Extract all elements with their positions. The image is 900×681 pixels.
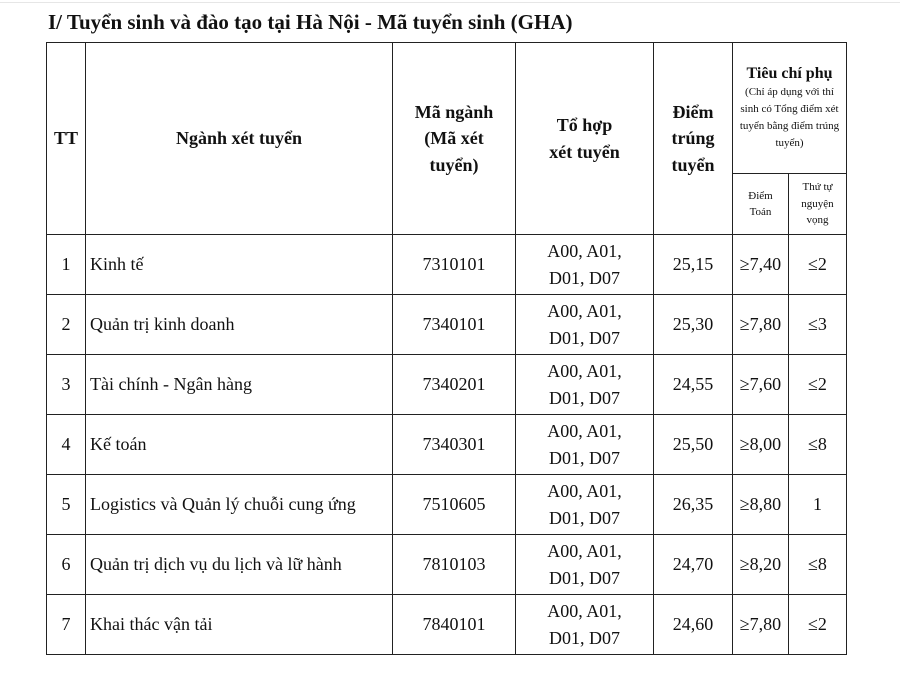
row-tt: 7 xyxy=(47,595,86,655)
row-tt: 5 xyxy=(47,475,86,535)
row-ma-nganh: 7340301 xyxy=(393,415,516,475)
row-diem-toan: ≥7,40 xyxy=(733,235,789,295)
row-tt: 6 xyxy=(47,535,86,595)
admission-table xyxy=(46,42,847,655)
row-tt: 2 xyxy=(47,295,86,355)
row-diem-toan: ≥8,80 xyxy=(733,475,789,535)
row-diem: 25,15 xyxy=(654,235,733,295)
row-diem-toan: ≥8,20 xyxy=(733,535,789,595)
header-tt: TT xyxy=(47,43,86,235)
row-to-hop: A00, A01, D01, D07 xyxy=(516,475,654,535)
table-row xyxy=(47,355,847,415)
row-ma-nganh: 7840101 xyxy=(393,595,516,655)
header-thu-tu: Thứ tự nguyện vọng xyxy=(789,174,847,235)
header-to-hop: Tổ hợp xét tuyển xyxy=(516,43,654,235)
top-divider xyxy=(0,2,900,3)
row-nganh: Tài chính - Ngân hàng xyxy=(86,355,393,415)
row-diem: 25,30 xyxy=(654,295,733,355)
table-body xyxy=(47,235,847,655)
row-thu-tu: ≤2 xyxy=(789,235,847,295)
tieu-chi-note: (Chỉ áp dụng với thí sinh có Tổng điểm xét tuyển bằng điểm trúng tuyển) xyxy=(739,85,840,149)
row-thu-tu: ≤2 xyxy=(789,595,847,655)
row-nganh: Logistics và Quản lý chuỗi cung ứng xyxy=(86,475,393,535)
section-heading: I/ Tuyển sinh và đào tạo tại Hà Nội - Mã tuyển sinh (GHA) xyxy=(48,10,573,34)
row-nganh: Kế toán xyxy=(86,415,393,475)
row-thu-tu: ≤2 xyxy=(789,355,847,415)
row-tt: 4 xyxy=(47,415,86,475)
row-diem: 26,35 xyxy=(654,475,733,535)
row-to-hop: A00, A01, D01, D07 xyxy=(516,595,654,655)
row-tt: 3 xyxy=(47,355,86,415)
row-diem: 24,60 xyxy=(654,595,733,655)
header-ma-nganh: Mã ngành (Mã xét tuyển) xyxy=(393,43,516,235)
row-to-hop: A00, A01, D01, D07 xyxy=(516,535,654,595)
header-diem-toan: Điểm Toán xyxy=(733,174,789,235)
header-tieu-chi xyxy=(733,43,847,174)
table-row xyxy=(47,295,847,355)
row-tt: 1 xyxy=(47,235,86,295)
row-thu-tu: ≤3 xyxy=(789,295,847,355)
tieu-chi-title: Tiêu chí phụ xyxy=(746,65,833,83)
row-ma-nganh: 7510605 xyxy=(393,475,516,535)
row-to-hop: A00, A01, D01, D07 xyxy=(516,355,654,415)
row-to-hop: A00, A01, D01, D07 xyxy=(516,295,654,355)
row-diem-toan: ≥7,80 xyxy=(733,295,789,355)
table-row xyxy=(47,475,847,535)
table-row xyxy=(47,595,847,655)
row-ma-nganh: 7810103 xyxy=(393,535,516,595)
row-nganh: Quản trị kinh doanh xyxy=(86,295,393,355)
row-to-hop: A00, A01, D01, D07 xyxy=(516,235,654,295)
row-ma-nganh: 7340101 xyxy=(393,295,516,355)
row-diem-toan: ≥7,60 xyxy=(733,355,789,415)
row-diem-toan: ≥7,80 xyxy=(733,595,789,655)
row-diem-toan: ≥8,00 xyxy=(733,415,789,475)
table-row xyxy=(47,235,847,295)
row-thu-tu: 1 xyxy=(789,475,847,535)
row-thu-tu: ≤8 xyxy=(789,415,847,475)
row-ma-nganh: 7340201 xyxy=(393,355,516,415)
table-row xyxy=(47,415,847,475)
header-diem: Điểm trúng tuyển xyxy=(654,43,733,235)
row-nganh: Khai thác vận tải xyxy=(86,595,393,655)
header-nganh: Ngành xét tuyển xyxy=(86,43,393,235)
row-diem: 24,55 xyxy=(654,355,733,415)
row-nganh: Kinh tế xyxy=(86,235,393,295)
row-nganh: Quản trị dịch vụ du lịch và lữ hành xyxy=(86,535,393,595)
row-ma-nganh: 7310101 xyxy=(393,235,516,295)
table-row xyxy=(47,535,847,595)
row-to-hop: A00, A01, D01, D07 xyxy=(516,415,654,475)
row-diem: 24,70 xyxy=(654,535,733,595)
row-thu-tu: ≤8 xyxy=(789,535,847,595)
row-diem: 25,50 xyxy=(654,415,733,475)
